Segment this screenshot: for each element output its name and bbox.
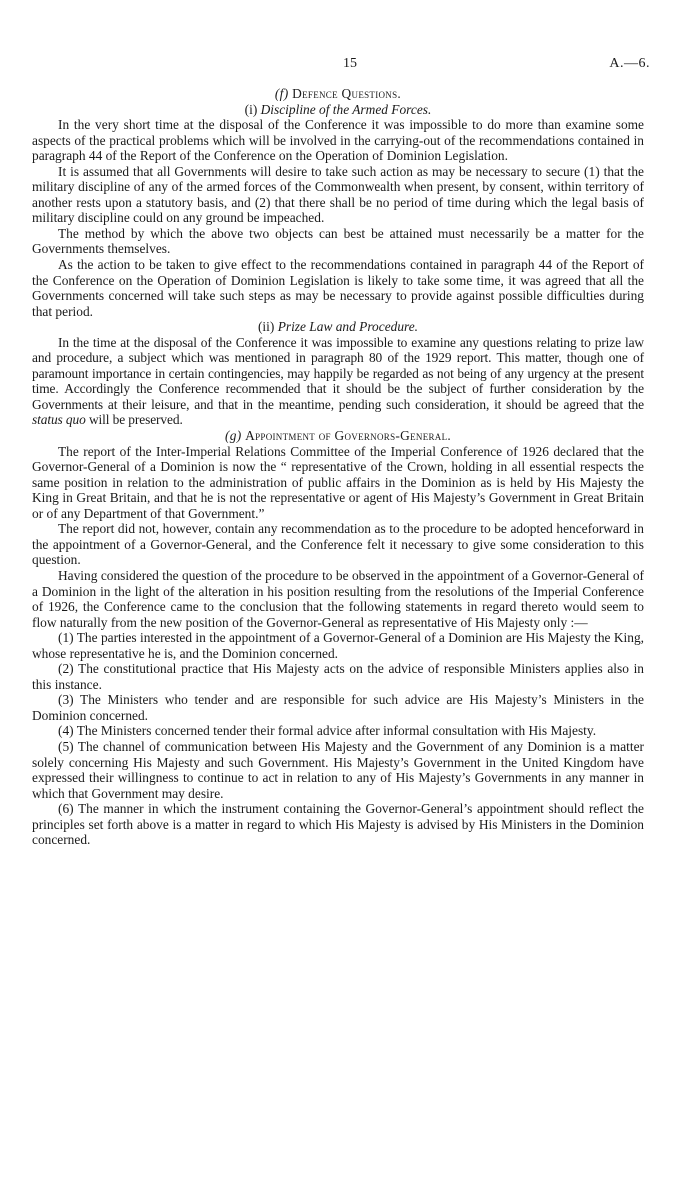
subsection-title: Discipline of the Armed Forces. (260, 101, 432, 117)
paragraph-text: In the time at the disposal of the Conference it was impossible to examine any questions relating to prize law and procedure, a subject which was mentioned in paragraph 80 of the 1929 report. This matter, though one of paramount importance in certain contingencies, may happily be regarded as not being of any urgency at the present time. Accordingly the Conference recommended that it should be the subject of further consideration by the Governments at their leisure, and that in the meantime, pending such consideration, it should be agreed that the (32, 334, 644, 412)
section-title: Appointment of Governors-General. (245, 428, 452, 444)
paragraph: The report of the Inter-Imperial Relations Committee of the Imperial Conference of 1926 declared that the Governor-General of a Dominion is now the “ representative of the Crown, holding in all essential respects the same position in relation to the administration of public affairs in the Dominion as is held by His Majesty the King in Great Britain, and that he is not the representative or agent of His Majesty’s Government in Great Britain or of any Department of that Government.” (32, 443, 644, 521)
page-number: 15 (343, 56, 357, 71)
section-heading-appointment-governors-general (32, 428, 644, 444)
paragraph-text: will be preserved. (88, 412, 183, 428)
italic-phrase: status quo (32, 412, 86, 428)
section-title: Defence Questions. (292, 86, 402, 101)
paragraph: The method by which the above two objects can best be attained must necessarily be a matter for the Governments themselves. (32, 225, 644, 257)
subsection-number: (ii) (257, 319, 275, 335)
section-heading-defence-questions (32, 86, 644, 102)
paragraph: In the very short time at the disposal of the Conference it was impossible to do more than examine some aspects of the practical problems which will be involved in the carrying-out of the recommendations contained in paragraph 44 of the Report of the Conference on the Operation of Dominion Legislation. (32, 117, 644, 164)
numbered-statement: (3) The Ministers who tender and are responsible for such advice are His Majesty’s Ministers in the Dominion concerned. (32, 692, 644, 723)
numbered-statement: (6) The manner in which the instrument containing the Governor-General’s appointment should reflect the principles set forth above is a matter in regard to which His Majesty is advised by His Ministers in the Dominion concerned. (32, 801, 644, 848)
paragraph: As the action to be taken to give effect to the recommendations contained in paragraph 44 of the Report of the Conference on the Operation of Dominion Legislation is likely to take some time, it was agreed that all the Governments concerned will take such steps as may be necessary to provide against possible difficulties during that period. (32, 257, 644, 319)
paragraph: The report did not, however, contain any recommendation as to the procedure to be adopted henceforward in the appointment of a Governor-General, and the Conference felt it necessary to give some consideration to this question. (32, 521, 644, 568)
document-reference: A.—6. (609, 56, 650, 71)
numbered-statement: (2) The constitutional practice that His Majesty acts on the advice of responsible Ministers applies also in this instance. (32, 661, 644, 692)
paragraph: It is assumed that all Governments will desire to take such action as may be necessary to secure (1) that the military discipline of any of the armed forces of the Commonwealth when present, by consent, within territory of another rests upon a statutory basis, and (2) that there shall be no period of time during which the legal basis of military discipline could on any ground be impeached. (32, 163, 644, 226)
section-number: (f) (274, 86, 289, 101)
paragraph: Having considered the question of the procedure to be observed in the appointment of a Governor-General of a Dominion in the light of the alteration in his position resulting from the resolutions of the Imperial Conference of 1926, the Conference came to the conclusion that the following statements in regard thereto would seem to flow naturally from the new position of the Governor-General as representative of His Majesty only :— (32, 567, 644, 630)
subsection-number: (i) (244, 101, 258, 117)
subsection-title: Prize Law and Procedure. (277, 319, 419, 335)
numbered-statement: (1) The parties interested in the appointment of a Governor-General of a Dominion are His Majesty the King, whose representative he is, and the Dominion concerned. (32, 630, 644, 661)
numbered-statement: (4) The Ministers concerned tender their formal advice after informal consultation with His Majesty. (58, 723, 597, 739)
section-number: (g) (224, 428, 242, 444)
running-header (0, 56, 700, 72)
subheading-prize-law-procedure (32, 319, 644, 335)
numbered-statement: (5) The channel of communication between His Majesty and the Government of any Dominion is a matter solely concerning His Majesty and such Government. His Majesty’s Government in the United Kingdom have expressed their willingness to continue to act in relation to any of His Majesty’s Governments in any manner in which that Government may desire. (32, 738, 644, 801)
body-text (32, 86, 644, 848)
paragraph-prize-law (32, 335, 644, 428)
subheading-discipline-armed-forces (32, 102, 644, 118)
